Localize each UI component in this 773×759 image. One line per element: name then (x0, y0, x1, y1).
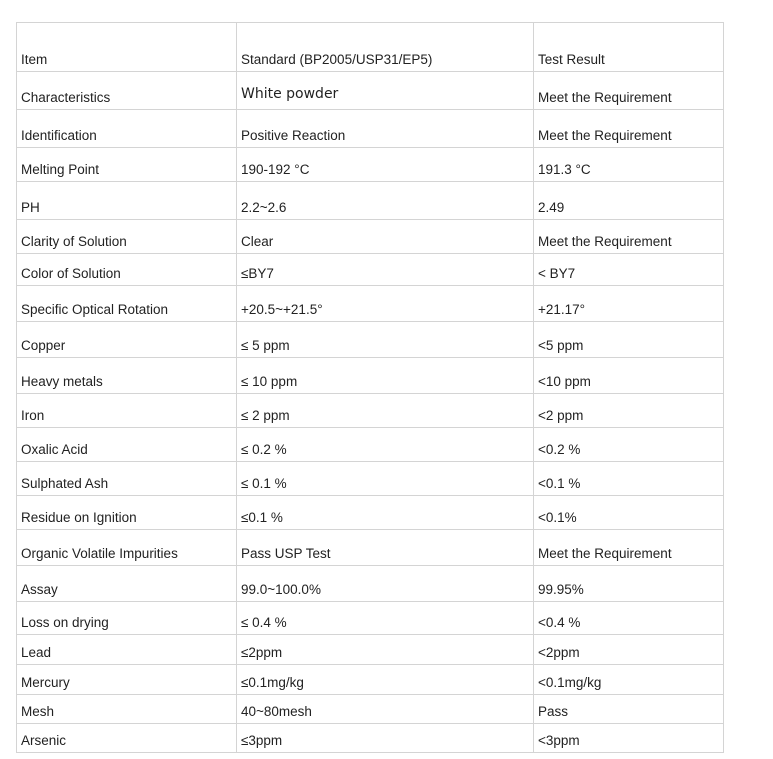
row-item: Melting Point (17, 148, 237, 182)
row-result: Meet the Requirement (534, 72, 724, 110)
table-row (17, 695, 724, 724)
table-row (17, 358, 724, 394)
table-row (17, 665, 724, 695)
row-standard: ≤ 0.4 % (237, 602, 534, 635)
row-item: Oxalic Acid (17, 428, 237, 462)
row-standard: Clear (237, 220, 534, 254)
row-result: Meet the Requirement (534, 530, 724, 566)
row-standard: ≤2ppm (237, 635, 534, 665)
row-standard: Pass USP Test (237, 530, 534, 566)
table-row (17, 724, 724, 753)
row-item: Organic Volatile Impurities (17, 530, 237, 566)
row-result: Meet the Requirement (534, 110, 724, 148)
spec-table (16, 22, 724, 753)
row-standard: 99.0~100.0% (237, 566, 534, 602)
row-result: <0.1 % (534, 462, 724, 496)
header-standard: Standard (BP2005/USP31/EP5) (237, 23, 534, 72)
row-result: <0.4 % (534, 602, 724, 635)
table-row (17, 220, 724, 254)
table-row (17, 254, 724, 286)
table-row (17, 182, 724, 220)
row-standard: ≤ 0.2 % (237, 428, 534, 462)
row-result: <3ppm (534, 724, 724, 753)
table-row (17, 496, 724, 530)
table-header-row (17, 23, 724, 72)
row-item: Assay (17, 566, 237, 602)
row-standard: ≤ 2 ppm (237, 394, 534, 428)
row-item: Color of Solution (17, 254, 237, 286)
row-standard: White powder (237, 72, 534, 110)
row-item: Sulphated Ash (17, 462, 237, 496)
row-item: Lead (17, 635, 237, 665)
row-item: Identification (17, 110, 237, 148)
row-item: Arsenic (17, 724, 237, 753)
row-item: Clarity of Solution (17, 220, 237, 254)
table-row (17, 286, 724, 322)
row-standard: ≤0.1mg/kg (237, 665, 534, 695)
row-result: 99.95% (534, 566, 724, 602)
table-row (17, 110, 724, 148)
row-result: Pass (534, 695, 724, 724)
row-result: <10 ppm (534, 358, 724, 394)
row-standard: ≤0.1 % (237, 496, 534, 530)
table-row (17, 530, 724, 566)
row-result: 2.49 (534, 182, 724, 220)
row-result: <0.1mg/kg (534, 665, 724, 695)
row-result: < BY7 (534, 254, 724, 286)
row-item: Mercury (17, 665, 237, 695)
row-result: <0.1% (534, 496, 724, 530)
row-standard: ≤3ppm (237, 724, 534, 753)
row-result: <2 ppm (534, 394, 724, 428)
row-item: Residue on Ignition (17, 496, 237, 530)
row-standard: ≤ 5 ppm (237, 322, 534, 358)
row-standard: ≤BY7 (237, 254, 534, 286)
row-result: <5 ppm (534, 322, 724, 358)
row-standard: ≤ 0.1 % (237, 462, 534, 496)
header-item: Item (17, 23, 237, 72)
row-result: <0.2 % (534, 428, 724, 462)
row-standard: Positive Reaction (237, 110, 534, 148)
row-standard: 2.2~2.6 (237, 182, 534, 220)
table-row (17, 148, 724, 182)
table-row (17, 428, 724, 462)
table-row (17, 566, 724, 602)
row-result: <2ppm (534, 635, 724, 665)
row-standard: 190-192 °C (237, 148, 534, 182)
header-result: Test Result (534, 23, 724, 72)
row-standard: ≤ 10 ppm (237, 358, 534, 394)
row-item: Loss on drying (17, 602, 237, 635)
table-row (17, 394, 724, 428)
row-result: +21.17° (534, 286, 724, 322)
row-item: Iron (17, 394, 237, 428)
table-row (17, 322, 724, 358)
row-result: Meet the Requirement (534, 220, 724, 254)
row-item: Heavy metals (17, 358, 237, 394)
row-item: PH (17, 182, 237, 220)
row-result: 191.3 °C (534, 148, 724, 182)
row-item: Mesh (17, 695, 237, 724)
row-standard: +20.5~+21.5° (237, 286, 534, 322)
table-row (17, 72, 724, 110)
table-row (17, 602, 724, 635)
row-standard: 40~80mesh (237, 695, 534, 724)
table-row (17, 635, 724, 665)
table-row (17, 462, 724, 496)
row-item: Specific Optical Rotation (17, 286, 237, 322)
row-item: Characteristics (17, 72, 237, 110)
row-item: Copper (17, 322, 237, 358)
